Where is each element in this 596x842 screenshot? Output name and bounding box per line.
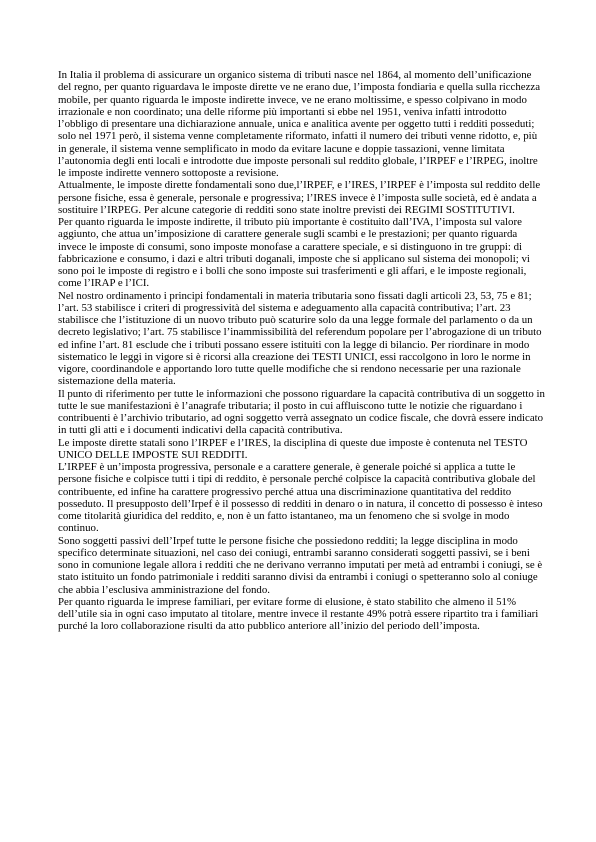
document-body xyxy=(58,69,546,633)
paragraph-4: Nel nostro ordinamento i principi fondamentali in materia tributaria sono fissati dagli articoli 23, 53, 75 e 81; l’art. 53 stabilisce i criteri di progressività del sistema e adeguamento alla capacità contributiva; l’art. 23 stabilisce che l’istituzione di un nuovo tributo può scaturire solo da una legge formale del parlamento o da un decreto legislativo; l’art. 75 stabilisce l’inammissibilità del referendum popolare per l’abrogazione di un tributo ed infine l’art. 81 esclude che i tributi possano essere istituiti con la legge di bilancio. Per riordinare in modo sistematico le leggi in vigore si è ricorsi alla creazione dei TESTI UNICI, essi raccolgono in loro le norme in vigore, coordinandole e apportando loro tutte quelle modifiche che si rendono necessarie per una razionale sistemazione della materia. xyxy=(58,289,542,388)
paragraph-5: Il punto di riferimento per tutte le informazioni che possono riguardare la capacità contributiva di un soggetto in tutte le sue manifestazioni è l’anagrafe tributaria; il posto in cui affluiscono tutte le notizie che riguardano i contribuenti è l’archivio tributario, ad ogni soggetto verrà assegnato un codice fiscale, che dovrà essere indicato in tutti gli atti e i documenti indicativi della capacità contributiva. xyxy=(58,387,545,437)
paragraph-2: Attualmente, le imposte dirette fondamentali sono due,l’IRPEF, e l’IRES, l’IRPEF è l’imposta sul reddito delle persone fisiche, essa è generale, personale e progressiva; l’IRES invece è l’imposta sulle società, ed è andata a sostituire l’IRPEG. Per alcune categorie di redditi sono state inoltre previsti dei REGIMI SOSTITUTIVI. xyxy=(58,179,541,216)
paragraph-7: L’IRPEF è un’imposta progressiva, personale e a carattere generale, è generale poiché si applica a tutte le persone fisiche e colpisce tutti i tipi di reddito, è personale perché colpisce la capacità contributiva globale del contribuente, ed infine ha carattere progressivo perché attua una discriminazione quantitativa del reddito posseduto. Il presupposto dell’Irpef è il possesso di redditi in denaro o in natura, il concetto di possesso è inteso come titolarità giuridica del reddito, e, non è un fatto istantaneo, ma un fenomeno che si svolge in modo continuo. xyxy=(58,461,543,535)
paragraph-9: Per quanto riguarda le imprese familiari, per evitare forme di elusione, è stato stabilito che almeno il 51% dell’utile sia in ogni caso imputato al titolare, mentre invece il restante 49% potrà essere ripartito tra i familiari purché la loro collaborazione risulti da atto pubblico anteriore all’inizio del periodo dell’imposta. xyxy=(58,595,539,633)
paragraph-8: Sono soggetti passivi dell’Irpef tutte le persone fisiche che possiedono redditi; la legge disciplina in modo specifico determinate situazioni, nel caso dei coniugi, entrambi saranno considerati soggetti passivi, se i beni sono in comunione legale allora i redditi che ne derivano verranno imputati per metà ad entrambi i coniugi, se è stato istituito un fondo patrimoniale i redditi saranno divisi da entrambi i coniugi o spetteranno solo al coniuge che abbia l’esclusiva amministrazione del fondo. xyxy=(58,534,543,596)
paragraph-1: In Italia il problema di assicurare un organico sistema di tributi nasce nel 1864, al momento dell’unificazione del regno, per quanto riguardava le imposte dirette ve ne erano due, l’imposta fondiaria e quella sulla ricchezza mobile, per quanto riguarda le imposte indirette invece, ve ne erano moltissime, e spesso colpivano in modo irrazionale e non coordinato; una delle riforme più importanti si ebbe nel 1951, veniva infatti introdotto l’obbligo di presentare una dichiarazione annuale, unica e analitica avente per oggetto tutti i redditi posseduti; solo nel 1971 però, il sistema venne completamente riformato, infatti il numero dei tributi venne ridotto, e, più in generale, il sistema venne semplificato in modo da evitare lacune e doppie tassazioni, venne limitata l’autonomia degli enti locali e introdotte due imposte personali sul reddito globale, l’IRPEF e l’IRPEG, inoltre le imposte indirette vennero sottoposte a revisione. xyxy=(58,69,541,179)
paragraph-6: Le imposte dirette statali sono l’IRPEF e l’IRES, la disciplina di queste due imposte è contenuta nel TESTO UNICO DELLE IMPOSTE SUI REDDITI. xyxy=(58,436,528,461)
paragraph-3: Per quanto riguarda le imposte indirette, il tributo più importante è costituito dall’IVA, l’imposta sul valore aggiunto, che attua un’imposizione di carattere generale sugli scambi e le prestazioni; per quanto riguarda invece le imposte di consumi, sono imposte monofase a carattere speciale, e si distinguono in tre gruppi: di fabbricazione e consumo, i dazi e altri tributi doganali, imposte che si applicano sul sistema dei monopoli; vi sono poi le imposte di registro e i bolli che sono imposte sui trasferimenti e gli affari, e le imposte regionali, come l’IRAP e l’ICI. xyxy=(58,216,530,290)
